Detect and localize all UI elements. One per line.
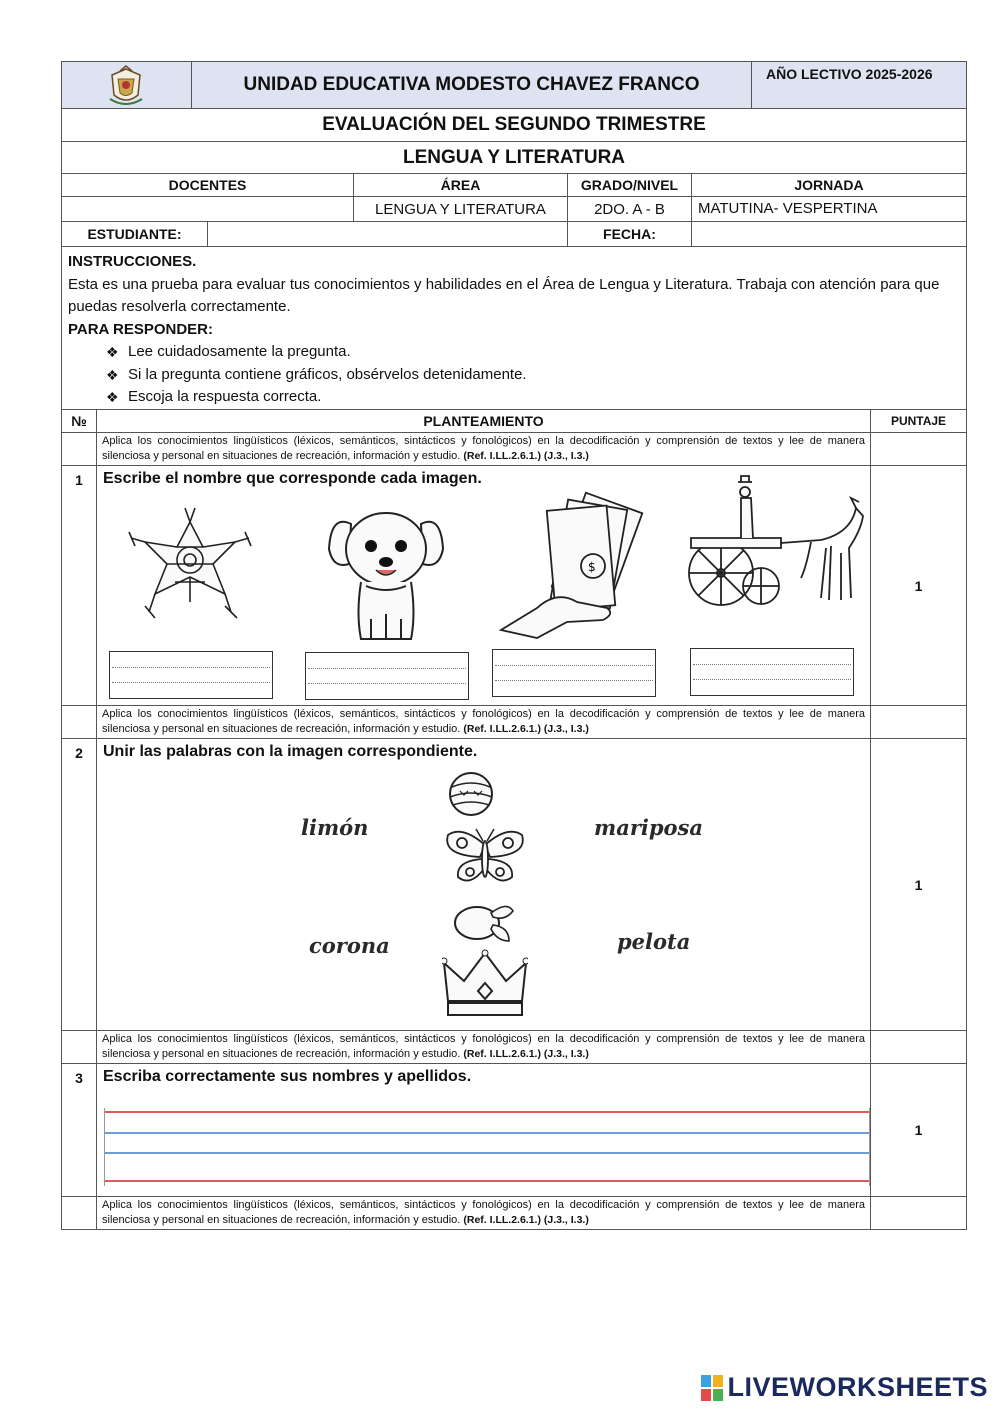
grado-label: GRADO/NIVEL	[567, 173, 692, 197]
criterion-num-cell	[61, 705, 97, 739]
area-value: LENGUA Y LITERATURA	[353, 196, 568, 222]
liveworksheets-icon	[701, 1375, 723, 1401]
instructions-text: Esta es una prueba para evaluar tus conocimientos y habilidades en el Área de Lengua y Literatura. Trabaja con atención para que puedas resolverla correctamente.	[68, 275, 940, 315]
question-number: 1	[61, 465, 97, 706]
word-mariposa[interactable]: mariposa	[594, 815, 703, 840]
criterion-num-cell	[61, 1030, 97, 1064]
fecha-label: FECHA:	[567, 221, 692, 247]
docentes-label: DOCENTES	[61, 173, 354, 197]
liveworksheets-text: LIVEWORKSHEETS	[727, 1372, 988, 1402]
crown-image[interactable]	[442, 949, 528, 1019]
question-1-body	[96, 465, 871, 706]
criterion-num-cell	[61, 432, 97, 466]
writing-lines[interactable]	[104, 1108, 870, 1186]
docentes-value[interactable]	[61, 196, 354, 222]
bullet-icon: ❖	[106, 366, 119, 383]
criterion-score-cell	[870, 432, 967, 466]
area-label: ÁREA	[353, 173, 568, 197]
instruction-bullet: ❖ Lee cuidadosamente la pregunta.	[68, 341, 960, 364]
jornada-label: JORNADA	[691, 173, 967, 197]
instruction-bullet: ❖ Escoja la respuesta correcta.	[68, 386, 960, 409]
ball-image[interactable]	[446, 769, 496, 819]
question-number: 2	[61, 738, 97, 1031]
money-hand-image	[497, 490, 657, 640]
exam-title: EVALUACIÓN DEL SEGUNDO TRIMESTRE	[61, 108, 967, 142]
respond-title: PARA RESPONDER:	[68, 320, 214, 338]
question-title: Escribe el nombre que corresponde cada imagen.	[103, 470, 482, 487]
question-number: 3	[61, 1063, 97, 1197]
criterion-text: Aplica los conocimientos lingüísticos (léxicos, semánticos, sintácticos y fonológicos) en la decodificación y comprensión de textos y lee de manera silenciosa y personal en situaciones de recreación, información y estudio. (Ref. I.LL.2.6.1.) (J.3., I.3.)	[96, 432, 871, 466]
word-pelota[interactable]: pelota	[617, 929, 691, 954]
dog-image	[321, 494, 451, 644]
estudiante-label: ESTUDIANTE:	[61, 221, 208, 247]
question-title: Unir las palabras con la imagen correspondiente.	[103, 743, 478, 760]
svg-text:$: $	[588, 560, 596, 574]
question-score: 1	[870, 1063, 967, 1197]
butterfly-image[interactable]	[442, 825, 528, 889]
answer-box-4[interactable]	[690, 648, 854, 696]
school-logo-cell	[61, 61, 192, 109]
question-score: 1	[870, 465, 967, 706]
question-3-body	[96, 1063, 871, 1197]
liveworksheets-logo	[701, 1372, 988, 1403]
question-score: 1	[870, 738, 967, 1031]
criterion-score-cell	[870, 1030, 967, 1064]
instruction-bullet: ❖ Si la pregunta contiene gráficos, obsérvelos detenidamente.	[68, 364, 960, 387]
criterion-text: Aplica los conocimientos lingüísticos (léxicos, semánticos, sintácticos y fonológicos) en la decodificación y comprensión de textos y lee de manera silenciosa y personal en situaciones de recreación, información y estudio. (Ref. I.LL.2.6.1.) (J.3., I.3.)	[96, 1030, 871, 1064]
instructions-title: INSTRUCCIONES.	[68, 253, 197, 270]
question-title: Escriba correctamente sus nombres y apellidos.	[103, 1068, 472, 1085]
grado-value: 2DO. A - B	[567, 196, 692, 222]
criterion-score-cell	[870, 1196, 967, 1230]
criterion-text: Aplica los conocimientos lingüísticos (léxicos, semánticos, sintácticos y fonológicos) en la decodificación y comprensión de textos y lee de manera silenciosa y personal en situaciones de recreación, información y estudio. (Ref. I.LL.2.6.1.) (J.3., I.3.)	[96, 1196, 871, 1230]
estudiante-field[interactable]	[207, 221, 568, 247]
lemon-image[interactable]	[447, 897, 517, 947]
col-num-header: №	[61, 409, 97, 433]
answer-box-2[interactable]	[305, 652, 469, 700]
bullet-icon: ❖	[106, 344, 119, 360]
bullet-icon: ❖	[106, 389, 119, 405]
school-crest-icon	[106, 65, 146, 107]
subject-title: LENGUA Y LITERATURA	[61, 141, 967, 174]
school-year: AÑO LECTIVO 2025-2026	[751, 61, 967, 109]
word-limon[interactable]: limón	[301, 815, 369, 840]
word-corona[interactable]: corona	[309, 933, 390, 958]
jornada-value: MATUTINA- VESPERTINA	[691, 196, 967, 222]
instructions-block	[61, 246, 967, 410]
fecha-field[interactable]	[691, 221, 967, 247]
criterion-text: Aplica los conocimientos lingüísticos (léxicos, semánticos, sintácticos y fonológicos) en la decodificación y comprensión de textos y lee de manera silenciosa y personal en situaciones de recreación, información y estudio. (Ref. I.LL.2.6.1.) (J.3., I.3.)	[96, 705, 871, 739]
answer-box-3[interactable]	[492, 649, 656, 697]
answer-box-1[interactable]	[109, 651, 273, 699]
col-plan-header: PLANTEAMIENTO	[96, 409, 871, 433]
school-name: UNIDAD EDUCATIVA MODESTO CHAVEZ FRANCO	[191, 61, 752, 109]
pinata-image	[125, 502, 255, 622]
criterion-num-cell	[61, 1196, 97, 1230]
question-2-body	[96, 738, 871, 1031]
criterion-score-cell	[870, 705, 967, 739]
col-score-header: PUNTAJE	[870, 409, 967, 433]
horse-carriage-image	[681, 468, 871, 618]
